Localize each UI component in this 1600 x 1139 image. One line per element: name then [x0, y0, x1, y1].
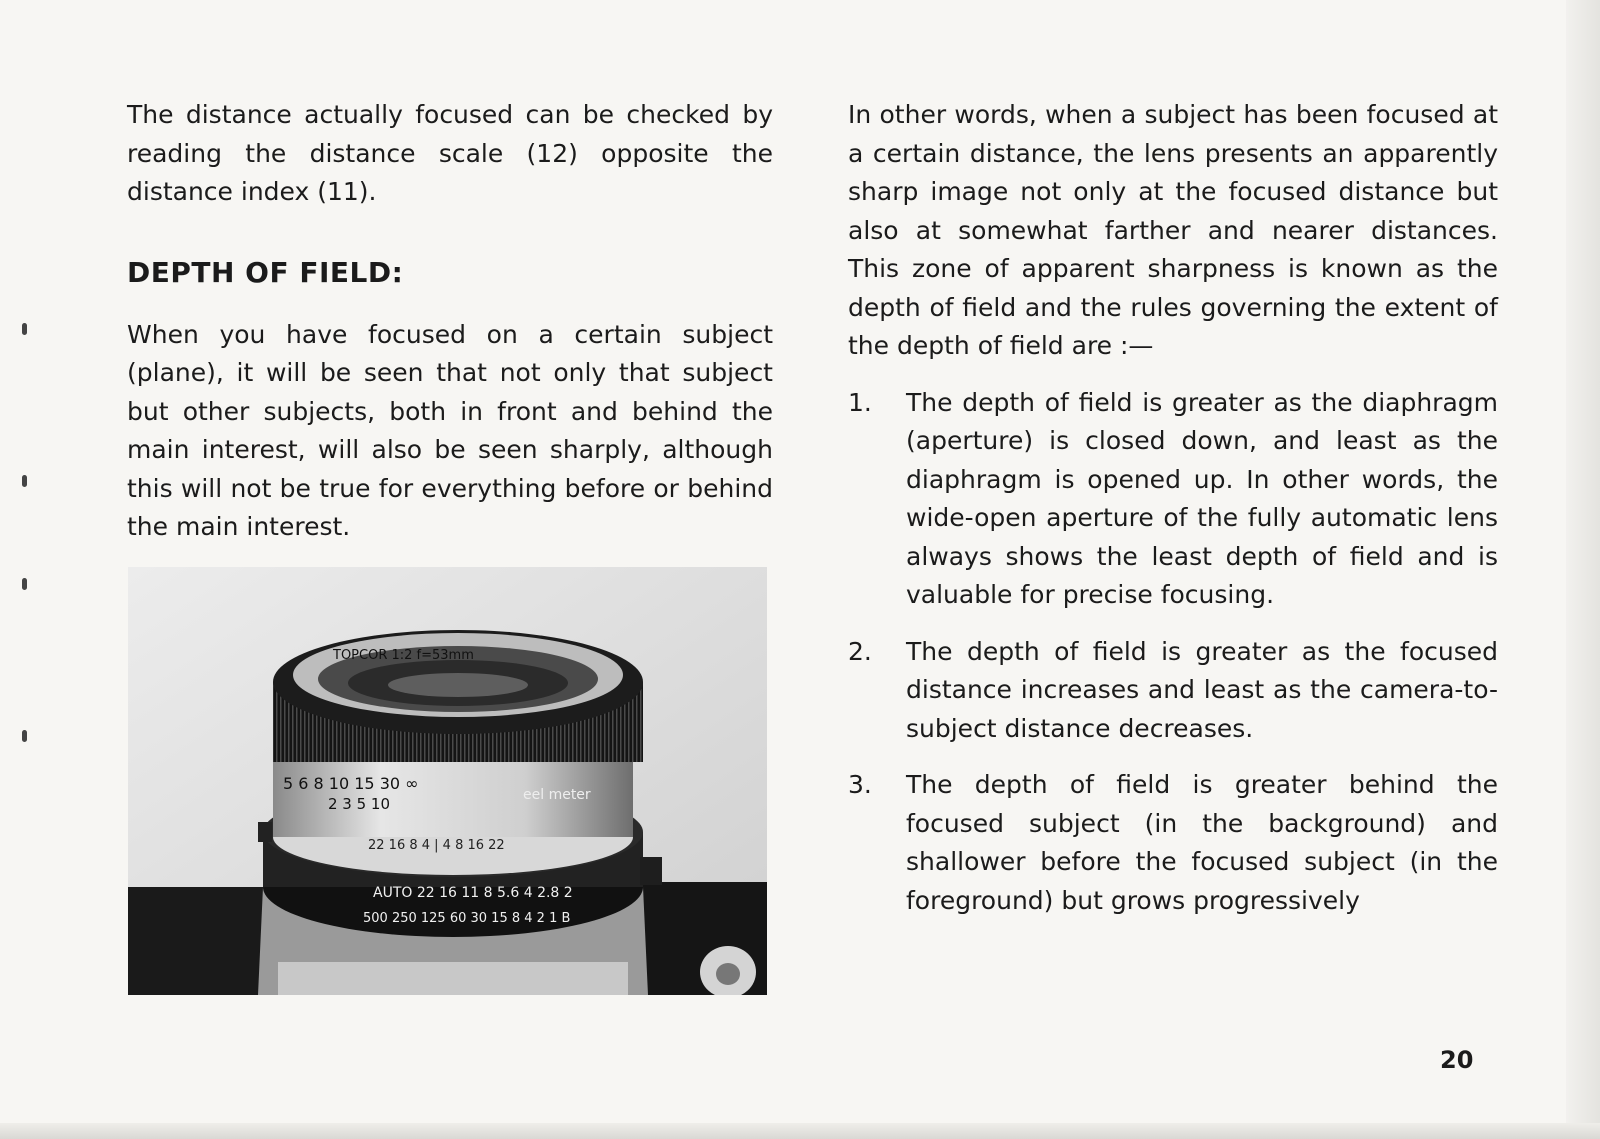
intro-paragraph: The distance actually focused can be checked by reading the distance scale (12) opposite the distance index (11). [127, 100, 773, 206]
list-item [848, 633, 1498, 749]
shutter-ring-label: 500 250 125 60 30 15 8 4 2 1 B [363, 911, 571, 926]
list-item [848, 384, 1498, 615]
margin-mark [22, 578, 27, 590]
section-heading: DEPTH OF FIELD: [127, 255, 404, 289]
page-edge [1566, 0, 1600, 1139]
depth-of-field-scale: 22 16 8 4 | 4 8 16 22 [368, 838, 505, 853]
lens-photo-illustration [128, 567, 767, 995]
list-item-text: The depth of field is greater behind the focused subject (in the background) and shallower before the focused subject (in the foreground) but grows progressively [906, 770, 1498, 915]
margin-mark [22, 475, 27, 487]
distance-scale-top: 5 6 8 10 15 30 ∞ [283, 774, 419, 793]
margin-mark [22, 730, 27, 742]
right-intro-paragraph: In other words, when a subject has been focused at a certain distance, the lens presents an apparently sharp image not only at the focused distance but also at somewhat farther and nearer distances. This zone of apparent sharpness is known as the depth of field and the rules governing the extent of the depth of field are :— [848, 100, 1498, 360]
list-item-text: The depth of field is greater as the diaphragm (aperture) is closed down, and least as the diaphragm is opened up. In other words, the wide-open aperture of the fully automatic lens always shows the least depth of field and is valuable for precise focusing. [906, 387, 1498, 609]
page-bottom-edge [0, 1123, 1600, 1139]
page-number: 20 [1440, 1046, 1474, 1074]
lens-brand-label: TOPCOR 1:2 f=53mm [333, 648, 474, 663]
right-column [848, 96, 1498, 920]
distance-scale-bottom: 2 3 5 10 [328, 795, 391, 813]
lens-photo [128, 567, 767, 995]
meter-label: eel meter [523, 787, 591, 803]
list-item-number: 1. [848, 387, 872, 417]
list-item-number: 2. [848, 636, 872, 666]
left-column [127, 96, 773, 547]
body-paragraph: When you have focused on a certain subject (plane), it will be seen that not only that subject but other subjects, both in front and behind the main interest, will also be seen sharply, although this will not be true for everything before or behind the main interest. [127, 319, 773, 541]
aperture-ring-label: AUTO 22 16 11 8 5.6 4 2.8 2 [373, 885, 573, 901]
list-item-text: The depth of field is greater as the focused distance increases and least as the camera-to-subject distance decreases. [906, 636, 1498, 743]
list-item-number: 3. [848, 770, 872, 799]
list-item [848, 766, 1498, 920]
margin-mark [22, 323, 27, 335]
depth-of-field-rules [848, 384, 1498, 921]
